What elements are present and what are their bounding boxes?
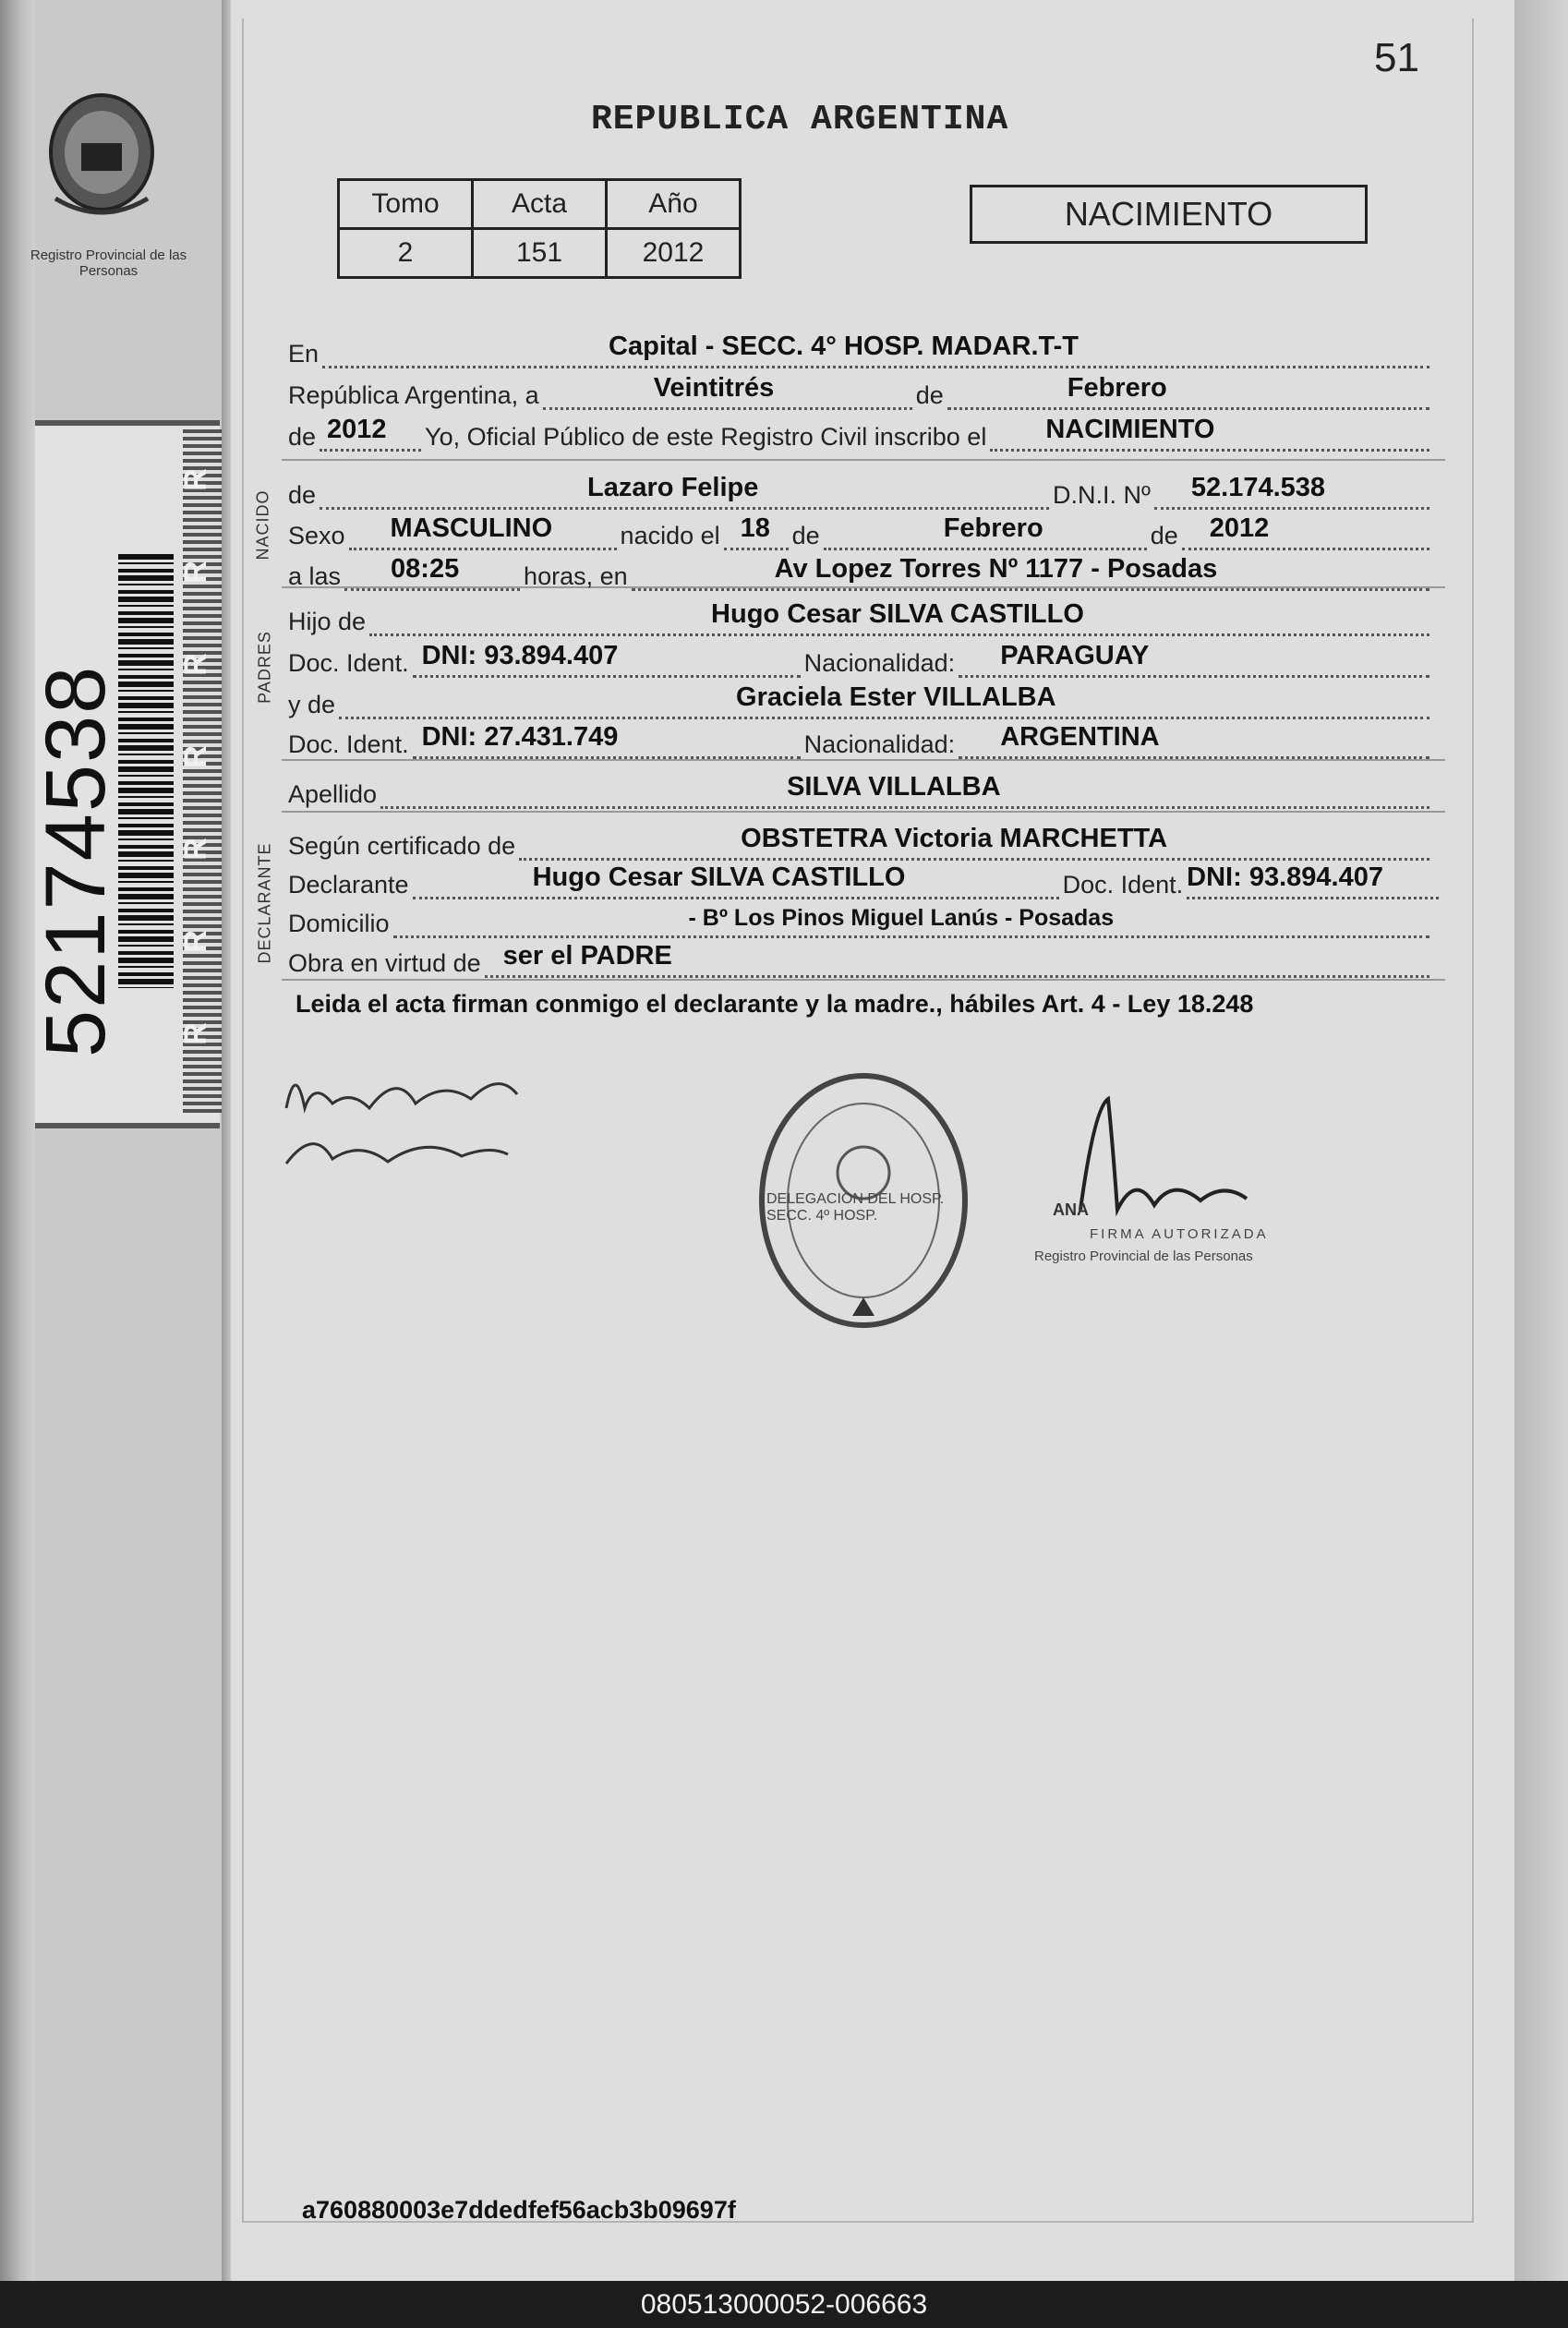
label-sexo: Sexo: [288, 522, 345, 549]
label-de: de: [915, 381, 944, 409]
label-dni: D.N.I. Nº: [1053, 481, 1151, 509]
section-label-padres: PADRES: [255, 631, 274, 704]
label-doc-ident: Doc. Ident.: [288, 649, 409, 677]
binding-edge: [0, 0, 35, 2281]
value-domicilio: - Bº Los Pinos Miguel Lanús - Posadas: [688, 905, 1115, 931]
value-nacido-mes: Febrero: [943, 513, 1043, 543]
r-mark: R: [177, 653, 213, 676]
row-fecha: [288, 369, 1433, 410]
label-declarante: Declarante: [288, 871, 409, 899]
security-pattern-strip: [183, 429, 222, 1113]
value-lugar-nacimiento: Av Lopez Torres Nº 1177 - Posadas: [774, 554, 1218, 584]
row-madre: [288, 679, 1433, 719]
label-declarante-doc: Doc. Ident.: [1062, 871, 1184, 899]
value-madre-nacionalidad: ARGENTINA: [1000, 722, 1160, 752]
row-padre-doc: [288, 637, 1433, 678]
document-title: REPUBLICA ARGENTINA: [591, 100, 1009, 139]
value-nacido-dia: 18: [740, 513, 770, 543]
authorized-signature-icon: [1025, 1090, 1330, 1302]
official-stamp: [743, 1025, 983, 1339]
row-sexo: [288, 510, 1433, 550]
r-mark: R: [177, 1022, 213, 1045]
record-type-box: NACIMIENTO: [970, 185, 1368, 244]
row-certificado: [288, 820, 1433, 861]
value-dia: Veintitrés: [653, 373, 775, 403]
section-label-nacido: NACIDO: [253, 489, 272, 561]
label-republica: República Argentina, a: [288, 381, 539, 409]
label-horas-en: horas, en: [524, 562, 628, 590]
ref-header-anio: Año: [607, 180, 741, 229]
label-nacionalidad: Nacionalidad:: [803, 649, 956, 677]
r-mark: R: [177, 468, 213, 491]
page-number: 51: [1374, 35, 1419, 80]
value-madre: Graciela Ester VILLALBA: [736, 682, 1056, 712]
value-padre: Hugo Cesar SILVA CASTILLO: [711, 599, 1084, 629]
text-oficial: Yo, Oficial Público de este Registro Civil inscribo el: [425, 423, 987, 451]
footer-id: 080513000052-006663: [640, 2288, 928, 2320]
value-certificado: OBSTETRA Victoria MARCHETTA: [741, 824, 1168, 853]
value-hora: 08:25: [391, 554, 460, 584]
provincial-crest-icon: [37, 88, 166, 245]
stamp-text: DELEGACION DEL HOSP. SECC. 4º HOSP.: [766, 1191, 945, 1224]
footer-bar: [0, 2281, 1568, 2328]
value-mes: Febrero: [1067, 373, 1167, 403]
row-padre: [288, 596, 1433, 636]
section-label-declarante: DECLARANTE: [255, 842, 274, 964]
label-a-las: a las: [288, 562, 342, 590]
page-right-edge: [1514, 0, 1568, 2281]
r-mark: R: [177, 930, 213, 953]
label-en: En: [288, 340, 320, 368]
value-declarante: Hugo Cesar SILVA CASTILLO: [532, 862, 906, 892]
authorized-line1: FIRMA AUTORIZADA: [1090, 1226, 1269, 1242]
row-nombre: [288, 469, 1433, 510]
r-mark: R: [177, 745, 213, 768]
value-padre-doc: DNI: 93.894.407: [421, 641, 619, 670]
value-madre-doc: DNI: 27.431.749: [421, 722, 619, 752]
label-domicilio: Domicilio: [288, 910, 390, 937]
ref-value-tomo: 2: [339, 229, 473, 278]
value-anio: 2012: [327, 415, 387, 444]
label-de: de: [1150, 522, 1178, 549]
barcode: [118, 554, 174, 988]
ref-value-anio: 2012: [607, 229, 741, 278]
row-hora: [288, 550, 1433, 591]
label-nacido-el: nacido el: [620, 522, 720, 549]
value-padre-nacionalidad: PARAGUAY: [1000, 641, 1150, 670]
ref-header-acta: Acta: [473, 180, 607, 229]
label-nombre: de: [288, 481, 317, 509]
label-doc-ident: Doc. Ident.: [288, 730, 409, 758]
row-domicilio: [288, 898, 1433, 938]
document-hash: a760880003e7ddedfef56acb3b09697f: [302, 2196, 736, 2224]
official-stamp-icon: [743, 1025, 983, 1339]
ref-header-tomo: Tomo: [339, 180, 473, 229]
row-obra: [288, 937, 1433, 978]
value-nombre: Lazaro Felipe: [587, 473, 759, 502]
registry-seal-logo: [37, 88, 166, 245]
label-nacionalidad: Nacionalidad:: [803, 730, 956, 758]
separator: [282, 459, 1445, 461]
row-madre-doc: [288, 718, 1433, 759]
dni-vertical-label: 52174538: [29, 664, 123, 1057]
label-y-de: y de: [288, 691, 336, 718]
page-gutter: [222, 0, 231, 2281]
value-obra: ser el PADRE: [502, 941, 672, 971]
label-apellido: Apellido: [288, 780, 378, 808]
authorized-name: ANA: [1053, 1200, 1089, 1219]
value-apellido: SILVA VILLALBA: [787, 772, 1001, 802]
authorized-line2: Registro Provincial de las Personas: [1034, 1248, 1253, 1264]
closing-statement: Leida el acta firman conmigo el declarante y la madre., hábiles Art. 4 - Ley 18.248: [296, 990, 1254, 1018]
separator: [282, 811, 1445, 813]
label-de: de: [791, 522, 820, 549]
label-obra: Obra en virtud de: [288, 949, 481, 977]
r-mark: R: [177, 838, 213, 861]
r-mark: R: [177, 561, 213, 584]
label-segun: Según certificado de: [288, 832, 516, 860]
row-oficial: [288, 411, 1433, 452]
value-declarante-doc: DNI: 93.894.407: [1187, 862, 1383, 892]
value-sexo: MASCULINO: [390, 513, 553, 543]
registry-seal-caption: Registro Provincial de las Personas: [30, 247, 187, 279]
value-lugar-inscripcion: Capital - SECC. 4° HOSP. MADAR.T-T: [609, 332, 1079, 361]
label-hijo-de: Hijo de: [288, 608, 367, 635]
reference-table: [337, 178, 742, 279]
value-dni: 52.174.538: [1190, 473, 1326, 502]
value-inscribo: NACIMIENTO: [1045, 415, 1215, 444]
separator: [282, 979, 1445, 981]
value-nacido-anio: 2012: [1209, 513, 1270, 543]
label-year-prefix: de: [288, 423, 317, 451]
row-apellido: [288, 768, 1433, 809]
row-en: [288, 328, 1433, 368]
row-declarante: [288, 859, 1442, 899]
authorized-signature: [1025, 1090, 1330, 1302]
ref-value-acta: 151: [473, 229, 607, 278]
separator: [282, 759, 1445, 761]
